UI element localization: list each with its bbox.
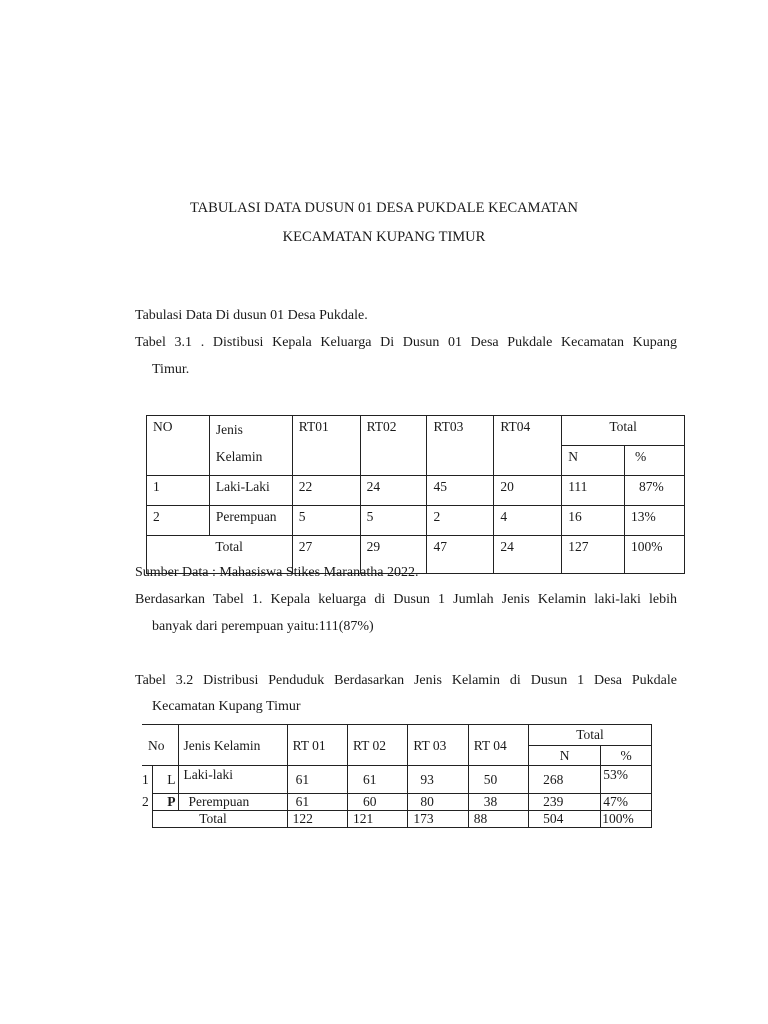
cell-n: 111 [562, 476, 625, 506]
cell-percent: 87% [625, 476, 685, 506]
cell-rt04: 4 [494, 506, 562, 536]
cell-rt03: 80 [408, 793, 468, 810]
table-row [147, 506, 685, 536]
header-rt02: RT02 [360, 416, 427, 476]
header-total: Total [562, 416, 685, 446]
cell-total-rt03: 47 [427, 536, 494, 574]
table-header-row [142, 725, 652, 746]
paragraph-line-1: Berdasarkan Tabel 1. Kepala keluarga di Dusun 1 Jumlah Jenis Kelamin laki-laki lebih [135, 592, 677, 607]
header-rt03: RT03 [427, 416, 494, 476]
header-jenis-kelamin: Jenis Kelamin [178, 725, 287, 766]
header-rt03: RT 03 [408, 725, 468, 766]
header-n: N [529, 745, 601, 766]
cell-rt02: 24 [360, 476, 427, 506]
table-row [142, 766, 652, 794]
header-rt01: RT 01 [287, 725, 347, 766]
table-total-row [142, 810, 652, 827]
cell-no: 1 [142, 772, 149, 787]
cell-rt02: 60 [347, 793, 407, 810]
cell-jenis-kelamin: Perempuan [178, 793, 287, 810]
cell-rt04: 20 [494, 476, 562, 506]
cell-total-rt02: 29 [360, 536, 427, 574]
document-title-line-1: TABULASI DATA DUSUN 01 DESA PUKDALE KECAMATAN [189, 200, 579, 216]
header-no-label: No [148, 737, 165, 753]
cell-code: P [153, 793, 178, 810]
cell-percent: 53% [601, 766, 652, 794]
cell-total-label: Total [209, 536, 292, 574]
cell-rt03: 2 [427, 506, 494, 536]
cell-total-n: 127 [562, 536, 625, 574]
cell-total-percent: 100% [625, 536, 685, 574]
table-header-row [147, 416, 685, 446]
cell-rt03: 45 [427, 476, 494, 506]
cell-total-label [153, 810, 287, 827]
intro-text: Tabulasi Data Di dusun 01 Desa Pukdale. [135, 308, 368, 323]
cell-n: 268 [529, 766, 601, 794]
header-total: Total [529, 725, 652, 746]
cell-no: 2 [147, 506, 210, 536]
header-percent: % [625, 446, 685, 476]
cell-jenis-kelamin: Laki-Laki [209, 476, 292, 506]
table-kepala-keluarga [146, 415, 685, 574]
table1-caption-line-1: Tabel 3.1 . Distibusi Kepala Keluarga Di Dusun 01 Desa Pukdale Kecamatan Kupang [135, 335, 677, 350]
cell-rt04: 38 [468, 793, 528, 810]
cell-jenis-kelamin: Perempuan [209, 506, 292, 536]
header-jenis: Jenis [215, 422, 243, 437]
cell-rt02: 5 [360, 506, 427, 536]
header-no: NO [147, 416, 210, 476]
cell-empty [142, 810, 153, 827]
paragraph-line-2: banyak dari perempuan yaitu:111(87%) [152, 619, 374, 634]
cell-percent: 47% [601, 793, 652, 810]
table-penduduk [142, 724, 652, 828]
cell-no: 2 [142, 794, 149, 809]
cell-jenis-kelamin: Laki-laki [178, 766, 287, 794]
source-text: Sumber Data : Mahasiswa Stikes Maranatha 2022. [135, 565, 419, 580]
header-rt04: RT04 [494, 416, 562, 476]
cell-rt01: 5 [292, 506, 360, 536]
cell-total-rt04: 88 [468, 810, 528, 827]
cell-total-rt02: 121 [347, 810, 407, 827]
table2-caption-line-1: Tabel 3.2 Distribusi Penduduk Berdasarkan Jenis Kelamin di Dusun 1 Desa Pukdale [135, 673, 677, 688]
header-percent: % [601, 745, 652, 766]
table1-caption-line-2: Timur. [152, 362, 190, 377]
cell-rt03: 93 [408, 766, 468, 794]
table-row [142, 793, 652, 810]
cell-total-percent: 100% [601, 810, 652, 827]
cell-percent: 13% [625, 506, 685, 536]
cell-total-text: Total [199, 811, 227, 826]
cell-rt02: 61 [347, 766, 407, 794]
cell-rt01: 61 [287, 766, 347, 794]
cell-no: 1 [147, 476, 210, 506]
table2-caption-line-2: Kecamatan Kupang Timur [152, 699, 301, 714]
cell-rt04: 50 [468, 766, 528, 794]
cell-total-rt03: 173 [408, 810, 468, 827]
header-jenis-kelamin [209, 416, 292, 476]
cell-code: L [153, 766, 178, 794]
cell-total-rt01: 27 [292, 536, 360, 574]
cell-rt01: 22 [292, 476, 360, 506]
cell-rt01: 61 [287, 793, 347, 810]
cell-n: 239 [529, 793, 601, 810]
cell-total-n: 504 [529, 810, 601, 827]
cell-total-rt01: 122 [287, 810, 347, 827]
header-kelamin: Kelamin [215, 449, 263, 464]
header-n: N [562, 446, 625, 476]
document-title-line-2: KECAMATAN KUPANG TIMUR [282, 229, 486, 245]
header-rt02: RT 02 [347, 725, 407, 766]
table-row [147, 476, 685, 506]
header-no [142, 725, 178, 766]
header-rt04: RT 04 [468, 725, 528, 766]
cell-n: 16 [562, 506, 625, 536]
header-rt01: RT01 [292, 416, 360, 476]
cell-total-rt04: 24 [494, 536, 562, 574]
